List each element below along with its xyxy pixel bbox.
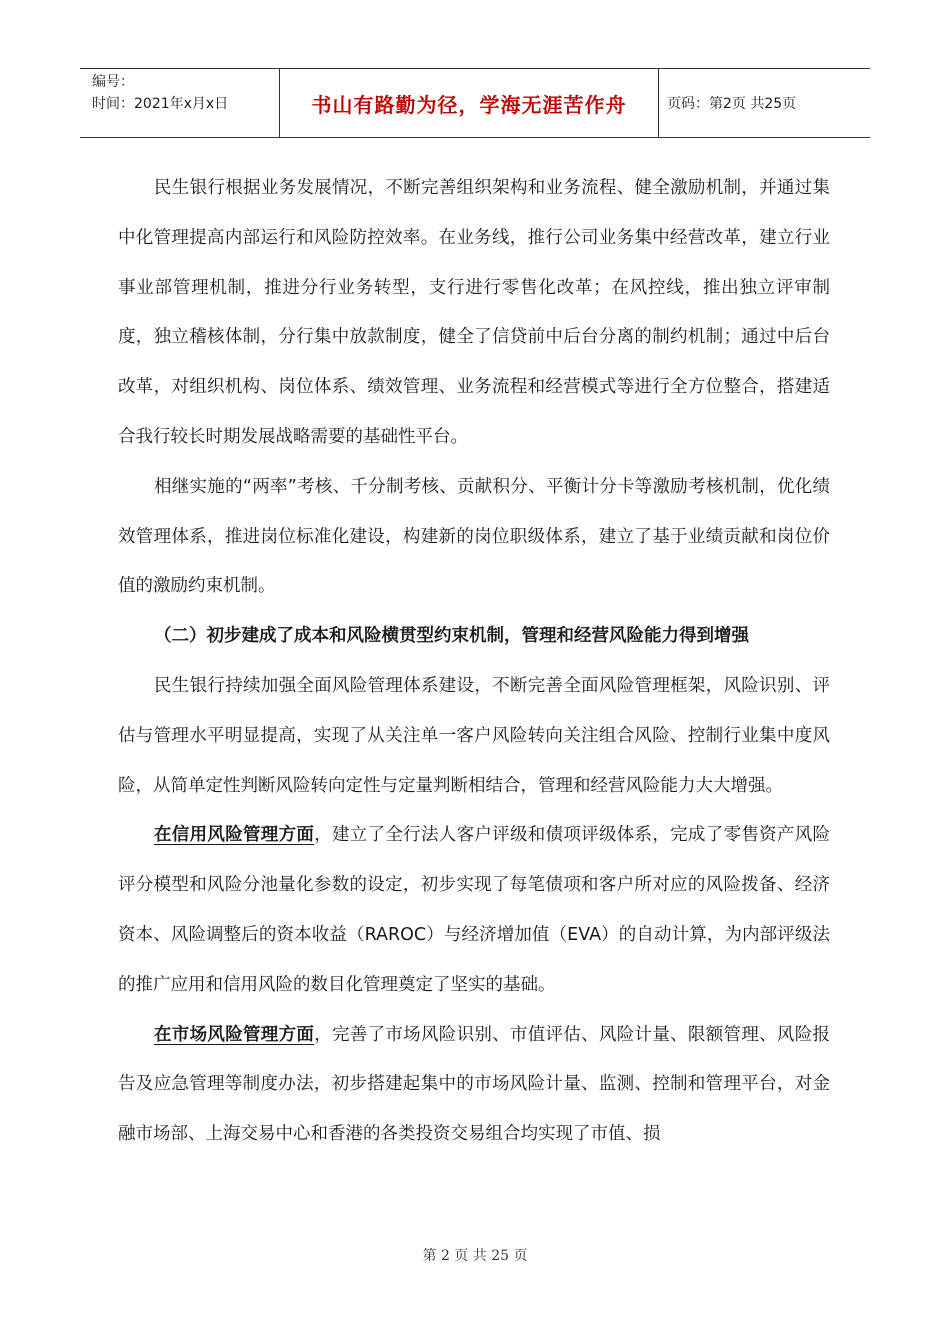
paragraph-4 <box>118 811 830 1010</box>
document-number-label: 编号： <box>92 74 134 90</box>
paragraph-5 <box>118 1011 830 1160</box>
section-heading: （二）初步建成了成本和风险横贯型约束机制，管理和经营风险能力得到增强 <box>154 626 749 647</box>
document-date: 时间：2021年x月x日 <box>92 96 229 112</box>
document-body <box>118 164 830 1160</box>
header-motto: 书山有路勤为径，学海无涯苦作舟 <box>280 69 659 137</box>
page-header <box>80 68 870 138</box>
header-page-info: 页码：第2页 共25页 <box>667 96 797 112</box>
paragraph-2: 相继实施的“两率”考核、千分制考核、贡献积分、平衡计分卡等激励考核机制，优化绩效管理体系，推进岗位标准化建设，构建新的岗位职级体系，建立了基于业绩贡献和岗位价值的激励约束机制。 <box>118 476 830 597</box>
paragraph-3: 民生银行持续加强全面风险管理体系建设，不断完善全面风险管理框架，风险识别、评估与管理水平明显提高，实现了从关注单一客户风险转向关注组合风险、控制行业集中度风险，从简单定性判断风险转向定性与定量判断相结合，管理和经营风险能力大大增强。 <box>118 675 830 796</box>
paragraph-body: ，建立了全行法人客户评级和债项评级体系，完成了零售资产风险评分模型和风险分池量化参数的设定，初步实现了每笔债项和客户所对应的风险拨备、经济资本、风险调整后的资本收益（RAROC）与经济增加值（EVA）的自动计算，为内部评级法的推广应用和信用风险的数目化管理奠定了坚实的基础。 <box>118 825 831 995</box>
page-footer: 第 2 页 共 25 页 <box>422 1248 528 1264</box>
header-meta <box>80 69 280 137</box>
paragraph-lead: 在市场风险管理方面 <box>154 1024 315 1045</box>
paragraph-1: 民生银行根据业务发展情况，不断完善组织架构和业务流程、健全激励机制，并通过集中化管理提高内部运行和风险防控效率。在业务线，推行公司业务集中经营改革，建立行业事业部管理机制，推进分行业务转型，支行进行零售化改革；在风控线，推出独立评审制度，独立稽核体制，分行集中放款制度，健全了信贷前中后台分离的制约机制；通过中后台改革，对组织机构、岗位体系、绩效管理、业务流程和经营模式等进行全方位整合，搭建适合我行较长时期发展战略需要的基础性平台。 <box>118 178 830 447</box>
paragraph-lead: 在信用风险管理方面 <box>154 825 315 846</box>
paragraph-body: ，完善了市场风险识别、市值评估、风险计量、限额管理、风险报告及应急管理等制度办法，初步搭建起集中的市场风险计量、监测、控制和管理平台，对金融市场部、上海交易中心和香港的各类投资交易组合均实现了市值、损 <box>118 1024 831 1145</box>
